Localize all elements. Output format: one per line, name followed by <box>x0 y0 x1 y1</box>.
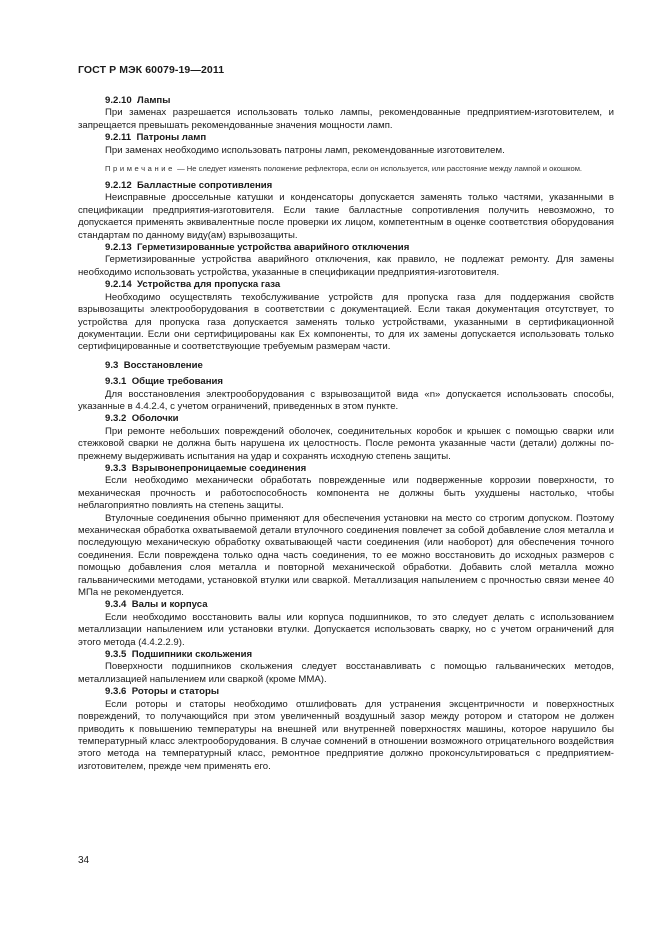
section-heading-9-2-13 <box>105 242 614 254</box>
section-number: 9.3.4 <box>105 599 127 611</box>
section-title: Балластные сопротивления <box>137 180 273 192</box>
section-title: Общие требования <box>131 376 224 388</box>
paragraph-9-3-3-b: Втулочные соединения обычно применяют для обеспечения установки на место со строгим допуском. Поэтому механическая обработка охватываемой детали втулочного соединения повлечет за собой добавление слоя металла и последующую механическую обработку охватывающей части соединения (или наоборот) для обеспечения точного соединения. Если повреждена только одна часть соединения, то ее можно восстановить до исходных размеров с помощью добавления слоя металла и повторной механической обработки. Добавить слой металла можно гальваническими методами, установкой втулки или сваркой. Металлизация напылением с прочностью связи менее 40 МПа не рекомендуется. <box>78 512 614 599</box>
section-title: Оболочки <box>131 413 179 425</box>
paragraph-9-2-12: Неисправные дроссельные катушки и конденсаторы допускается заменять только частями, указанными в спецификации предприятия-изготовителя. Если такие балластные сопротивления получить невозможно, то допускается применять эквивалентные после проверки их лицом, компетентным в оценке соответствия оборудования стандартам по данному виду(ам) взрывозащиты. <box>78 192 614 241</box>
paragraph-9-3-4: Если необходимо восстановить валы или корпуса подшипников, то это следует делать с использованием металлизации напылением или установки втулки. Допускается использовать сварку, но с учетом ограничений для этого метода (4.4.2.2.9). <box>78 611 614 648</box>
section-title: Роторы и статоры <box>131 686 220 698</box>
section-number: 9.2.10 <box>105 95 132 106</box>
section-heading-9-3 <box>105 360 614 372</box>
section-number: 9.2.14 <box>105 279 132 291</box>
section-number: 9.2.12 <box>105 180 132 192</box>
section-title: Валы и корпуса <box>131 599 208 611</box>
section-heading-9-3-3 <box>105 463 614 475</box>
section-number: 9.2.11 <box>105 132 132 144</box>
section-heading-9-2-12 <box>105 180 614 192</box>
paragraph-9-3-3-a: Если необходимо механически обработать поврежденные или подверженные коррозии поверхности, то механическая прочность и работоспособность компонента не должны быть ухудшены настолько, чтобы неблагоприятно повлиять на степень защиты. <box>78 475 614 512</box>
document-body <box>78 95 614 773</box>
section-heading-9-2-14 <box>105 279 614 291</box>
paragraph-9-3-5: Поверхности подшипников скольжения следует восстанавливать с помощью гальванических методов, металлизацией напылением или сваркой (кроме ММА). <box>78 661 614 685</box>
section-heading-9-3-1 <box>105 376 614 388</box>
section-heading-9-2-10 <box>105 95 614 107</box>
section-number: 9.3 <box>105 359 119 371</box>
section-title: Восстановление <box>123 359 203 371</box>
section-number: 9.3.3 <box>105 462 127 474</box>
paragraph-9-3-2: При ремонте небольших повреждений оболочек, соединительных коробок и крышек с помощью сварки или стежковой сварки не должна быть нарушена их целостность. После ремонта указанные части (детали) должны по-прежнему выдерживать испытания на удар и сохранять исходную степень защиты. <box>78 425 614 462</box>
section-number: 9.3.6 <box>105 686 127 698</box>
note <box>78 163 614 174</box>
section-heading-9-3-4 <box>105 599 614 611</box>
section-heading-9-3-5 <box>105 649 614 661</box>
document-header: ГОСТ Р МЭК 60079-19—2011 <box>78 64 225 76</box>
paragraph-9-2-13: Герметизированные устройства аварийного отключения, как правило, не подлежат ремонту. Для замены необходимо использовать устройства, указанные в спецификации предприятия-изготовителя. <box>78 254 614 278</box>
section-heading-9-2-11 <box>105 132 614 144</box>
section-number: 9.3.2 <box>105 413 127 425</box>
paragraph-9-2-10: При заменах разрешается использовать только лампы, рекомендованные предприятием-изготовителем, и запрещается превышать рекомендованные значения мощности ламп. <box>78 107 614 131</box>
section-title: Подшипники скольжения <box>131 649 253 661</box>
section-heading-9-3-6 <box>105 686 614 698</box>
paragraph-9-2-11: При заменах необходимо использовать патроны ламп, рекомендованные изготовителем. <box>105 144 505 156</box>
page-number: 34 <box>78 855 90 866</box>
paragraph-9-2-14: Необходимо осуществлять техобслуживание устройств для пропуска газа для поддержания свойств взрывозащиты электрооборудования в соответствии с документацией. Если такая документация отсутствует, то устройства для пропуска газа допускается заменять только устройствами, указанными в сертификационной документации. Если они сертифицированы как Ex компоненты, то для их замены допускается использовать только сертифицированные и соответствующие требуемым размерам части. <box>78 291 614 353</box>
section-number: 9.3.5 <box>105 649 127 661</box>
note-label: Примечание <box>105 164 175 174</box>
section-title: Устройства для пропуска газа <box>137 279 281 291</box>
section-title: Лампы <box>137 95 171 106</box>
paragraph-9-3-1: Для восстановления электрооборудования с взрывозащитой вида «n» допускается использовать способы, указанные в 4.4.2.4, с учетом ограничений, приведенных в этом пункте. <box>78 388 614 412</box>
section-number: 9.3.1 <box>105 376 127 388</box>
section-title: Взрывонепроницаемые соединения <box>131 462 307 474</box>
paragraph-9-3-6: Если роторы и статоры необходимо отшлифовать для устранения эксцентричности и поверхностных повреждений, то получающийся при этом увеличенный воздушный зазор между ротором и статором не должен приводить к повышению температуры на внешней или внутренней поверхностях машины, которое нарушило бы температурный класс электрооборудования. В случае сомнений в отношении возможного отрицательного воздействия этого метода на температурный класс, ремонтное предприятие должно проконсультироваться с предприятием-изготовителем, прежде чем применять его. <box>78 698 614 772</box>
section-heading-9-3-2 <box>105 413 614 425</box>
section-title: Герметизированные устройства аварийного отключения <box>137 242 410 254</box>
note-text: — Не следует изменять положение рефлектора, если он используется, или расстояние между лампой и окошком. <box>174 164 583 174</box>
section-title: Патроны ламп <box>136 132 207 144</box>
section-number: 9.2.13 <box>105 242 132 254</box>
